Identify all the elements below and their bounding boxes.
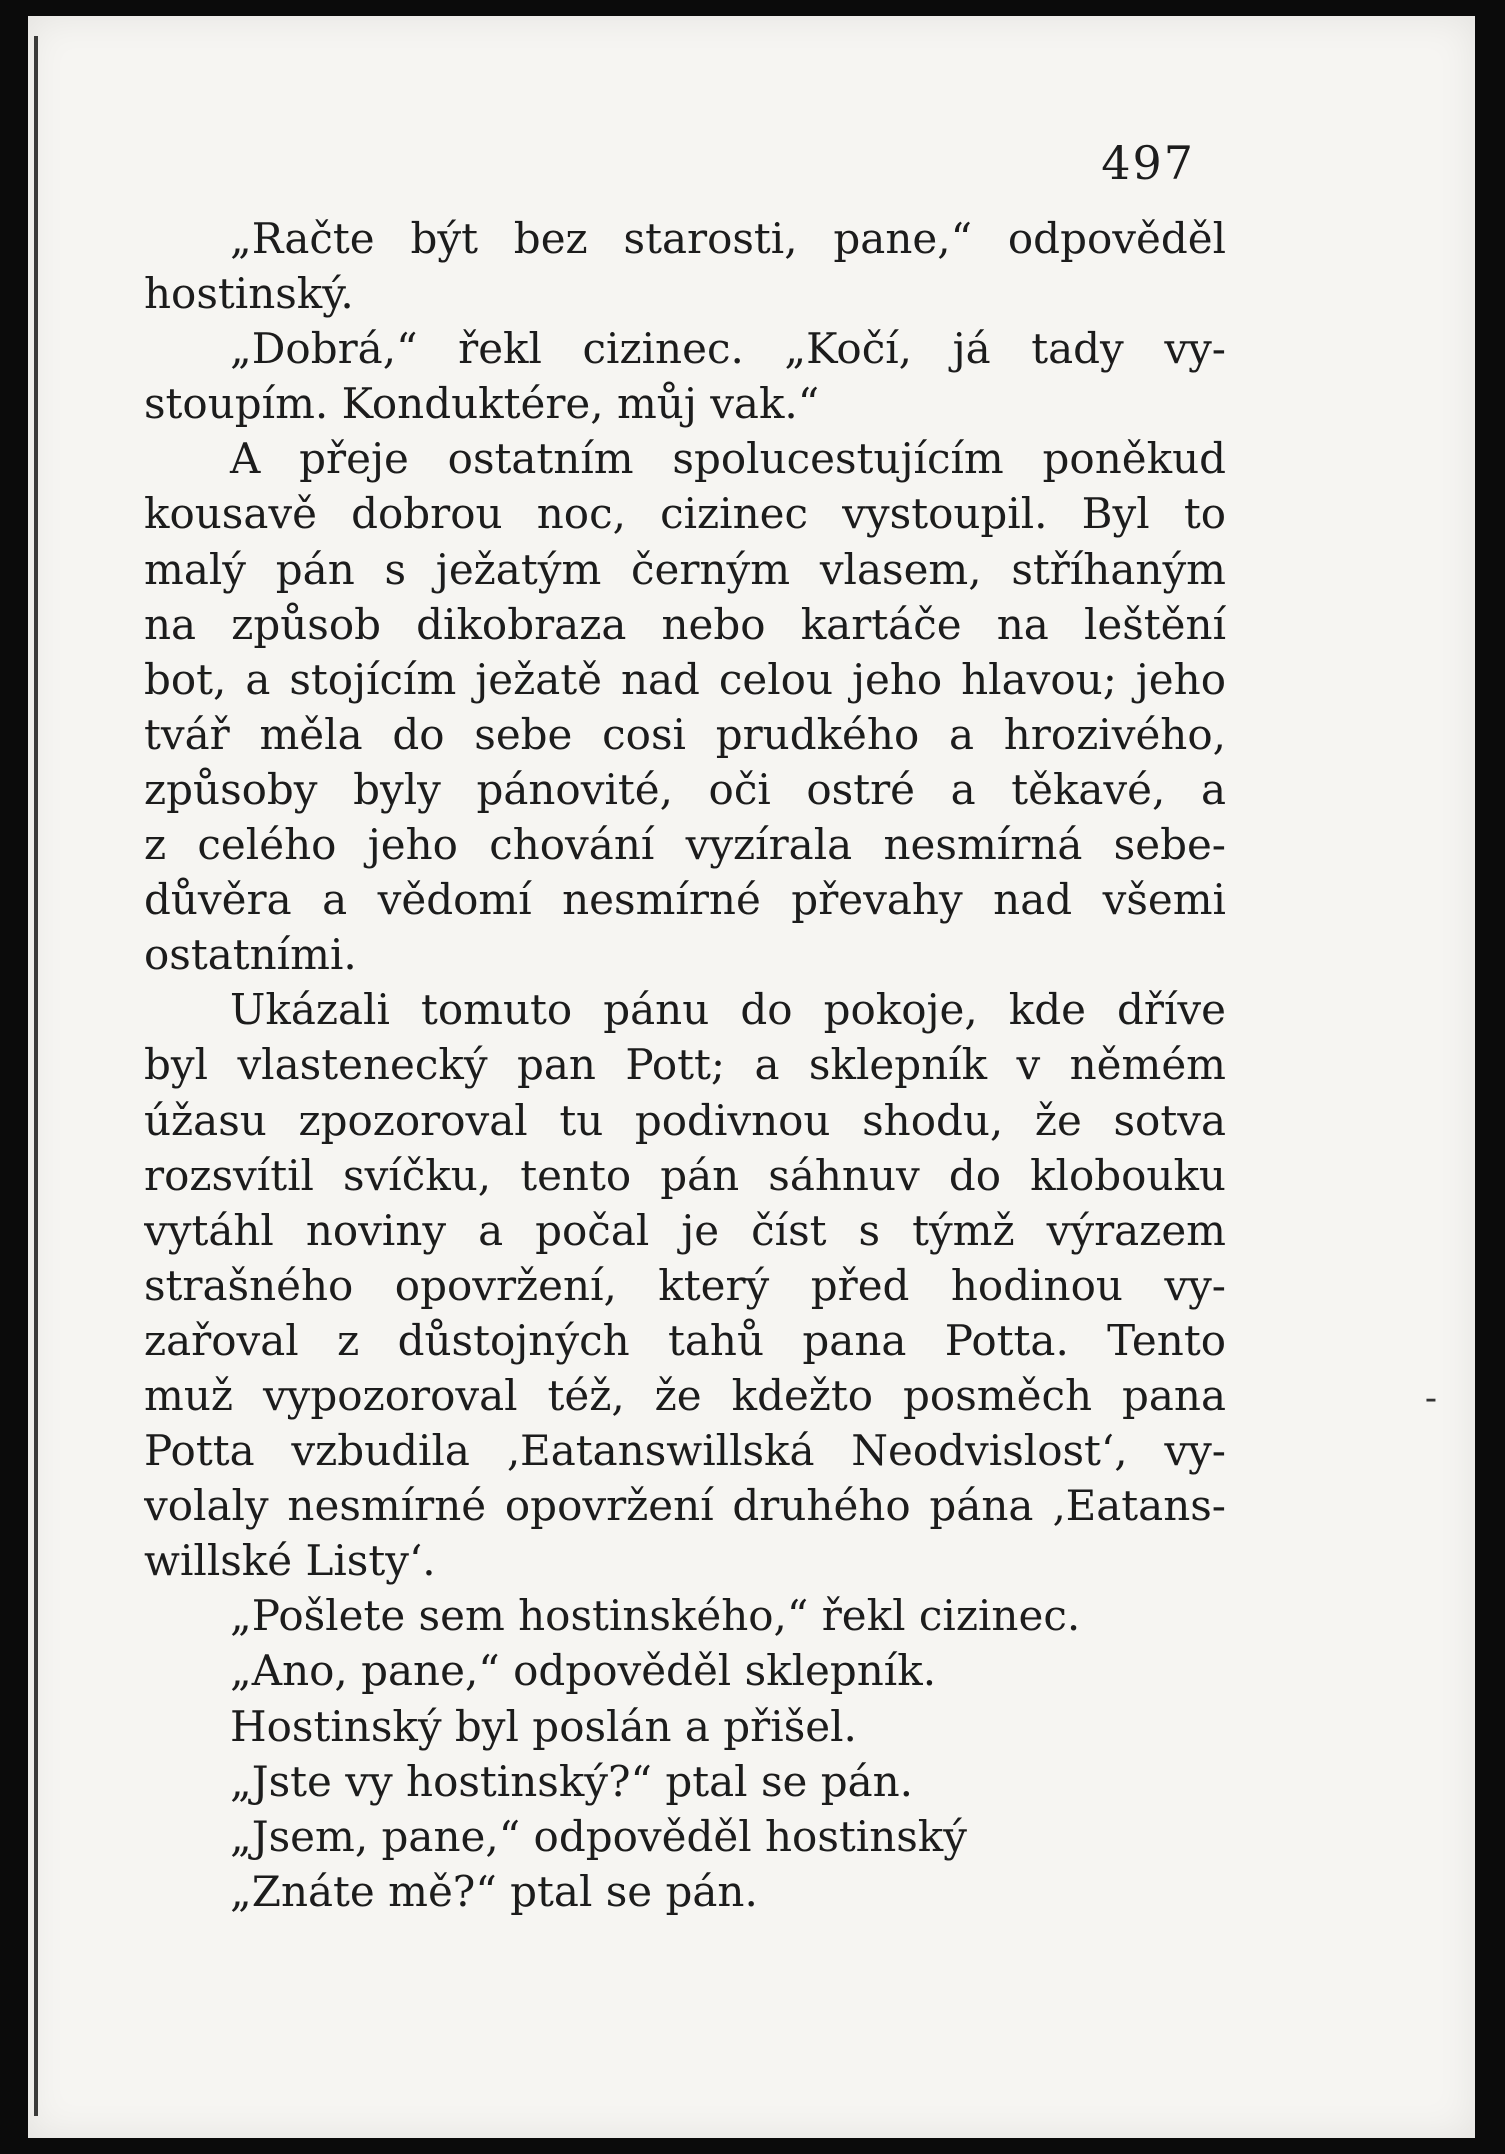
text-line: úžasu zpozoroval tu podivnou shodu, že sotva bbox=[144, 1095, 1226, 1145]
text-line: zařoval z důstojných tahů pana Potta. Tento bbox=[144, 1315, 1226, 1365]
text-line: důvěra a vědomí nesmírné převahy nad všemi bbox=[144, 875, 1226, 925]
text-line: stoupím. Konduktére, můj vak.“ bbox=[144, 379, 820, 429]
text-line: „Dobrá,“ řekl cizinec. „Kočí, já tady vy- bbox=[230, 324, 1226, 374]
text-line: z celého jeho chování vyzírala nesmírná sebe- bbox=[144, 820, 1226, 870]
text-line: „Pošlete sem hostinského,“ řekl cizinec. bbox=[230, 1591, 1081, 1641]
text-line: Potta vzbudila ‚Eatanswillská Neodvislost‘, vy- bbox=[144, 1426, 1226, 1476]
margin-mark: - bbox=[1424, 1378, 1437, 1419]
text-line: „Ano, pane,“ odpověděl sklepník. bbox=[230, 1646, 937, 1696]
text-line: strašného opovržení, který před hodinou vy- bbox=[144, 1260, 1226, 1310]
text-line: Hostinský byl poslán a přišel. bbox=[230, 1701, 857, 1751]
text-line: „Račte být bez starosti, pane,“ odpověděl bbox=[230, 214, 1226, 263]
text-line: na způsob dikobraza nebo kartáče na leštění bbox=[144, 599, 1226, 649]
text-line: tvář měla do sebe cosi prudkého a hrozivého, bbox=[144, 709, 1226, 759]
text-line: muž vypozoroval též, že kdežto posměch pana bbox=[144, 1370, 1226, 1420]
text-line: způsoby byly pánovité, oči ostré a těkavé, a bbox=[144, 764, 1226, 814]
book-page bbox=[28, 16, 1475, 2138]
text-line: „Znáte mě?“ ptal se pán. bbox=[230, 1866, 758, 1916]
text-line: Ukázali tomuto pánu do pokoje, kde dříve bbox=[230, 985, 1226, 1035]
text-line: A přeje ostatním spolucestujícím poněkud bbox=[230, 434, 1226, 484]
text-line: malý pán s ježatým černým vlasem, stříhaným bbox=[144, 544, 1226, 594]
text-line: bot, a stojícím ježatě nad celou jeho hlavou; jeho bbox=[144, 654, 1226, 704]
text-line: „Jste vy hostinský?“ ptal se pán. bbox=[230, 1756, 914, 1806]
text-line: vytáhl noviny a počal je číst s týmž výrazem bbox=[144, 1205, 1226, 1255]
text-line: „Jsem, pane,“ odpověděl hostinský bbox=[230, 1811, 967, 1861]
text-line: rozsvítil svíčku, tento pán sáhnuv do klobouku bbox=[144, 1150, 1226, 1200]
text-line: hostinský. bbox=[144, 269, 354, 319]
text-line: ostatními. bbox=[144, 930, 357, 980]
page-number: 497 bbox=[1101, 136, 1195, 190]
text-line: byl vlastenecký pan Pott; a sklepník v němém bbox=[144, 1040, 1226, 1090]
binding-edge bbox=[34, 36, 38, 2116]
body-text bbox=[144, 211, 1226, 1919]
text-line: willské Listy‘. bbox=[144, 1536, 436, 1586]
text-line: volaly nesmírné opovržení druhého pána ‚Eatans- bbox=[144, 1481, 1226, 1531]
text-line: kousavě dobrou noc, cizinec vystoupil. Byl to bbox=[144, 489, 1226, 539]
